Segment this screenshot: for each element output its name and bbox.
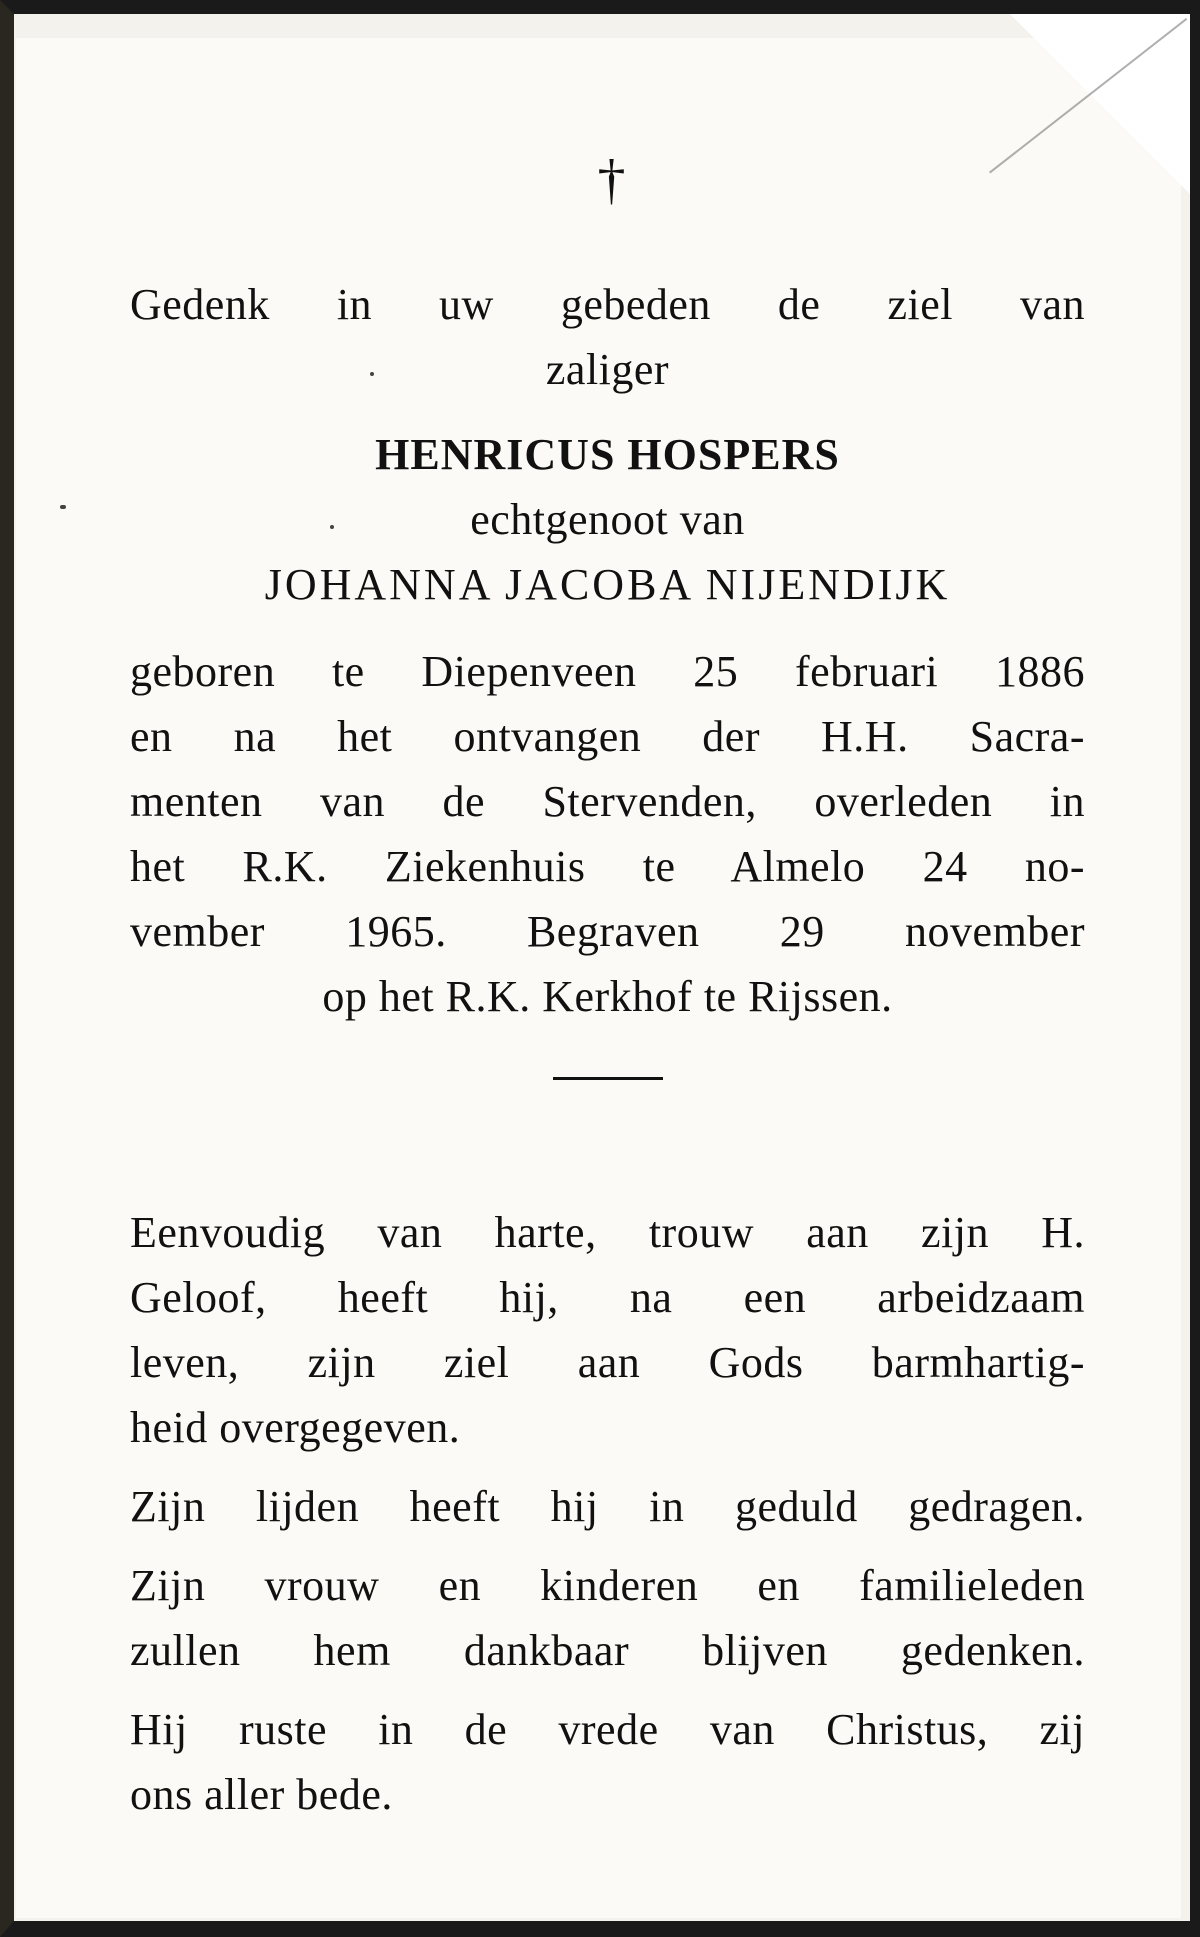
paragraph-line: Hij ruste in de vrede van Christus, zij bbox=[130, 1705, 1085, 1754]
relation-line: echtgenoot van bbox=[470, 495, 745, 544]
biography-line: het R.K. Ziekenhuis te Almelo 24 no- bbox=[130, 842, 1085, 891]
paragraph-suffering bbox=[130, 1474, 1085, 1539]
divider bbox=[553, 1077, 663, 1080]
paragraph-line: Zijn lijden heeft hij in geduld gedragen. bbox=[130, 1482, 1085, 1531]
paragraph-faith bbox=[130, 1200, 1085, 1460]
paragraph-line: ons aller bede. bbox=[130, 1770, 393, 1819]
intro-line: zaliger bbox=[545, 345, 670, 394]
biography-line: en na het ontvangen der H.H. Sacra- bbox=[130, 712, 1085, 761]
paragraph-family bbox=[130, 1553, 1085, 1683]
card-text bbox=[130, 150, 1085, 1827]
dust-speck bbox=[60, 505, 66, 509]
paragraph-line: leven, zijn ziel aan Gods barmhartig- bbox=[130, 1338, 1085, 1387]
biography-line: geboren te Diepenveen 25 februari 1886 bbox=[130, 647, 1085, 696]
paragraph-prayer bbox=[130, 1697, 1085, 1827]
biography-line: vember 1965. Begraven 29 november bbox=[130, 907, 1085, 956]
paragraph-line: Zijn vrouw en kinderen en familieleden bbox=[130, 1561, 1085, 1610]
spouse-name: JOHANNA JACOBA NIJENDIJK bbox=[264, 560, 951, 609]
paragraph-line: Geloof, heeft hij, na een arbeidzaam bbox=[130, 1273, 1085, 1322]
paragraph-line: heid overgegeven. bbox=[130, 1403, 461, 1452]
biography-block bbox=[130, 639, 1085, 1029]
intro-line: Gedenk in uw gebeden de ziel van bbox=[130, 280, 1085, 329]
deceased-name: HENRICUS HOSPERS bbox=[375, 430, 840, 479]
biography-line: menten van de Stervenden, overleden in bbox=[130, 777, 1085, 826]
cross-icon: † bbox=[597, 149, 626, 211]
paragraph-line: Eenvoudig van harte, trouw aan zijn H. bbox=[130, 1208, 1085, 1257]
paragraph-line: zullen hem dankbaar blijven gedenken. bbox=[130, 1626, 1085, 1675]
biography-line: op het R.K. Kerkhof te Rijssen. bbox=[322, 972, 893, 1021]
